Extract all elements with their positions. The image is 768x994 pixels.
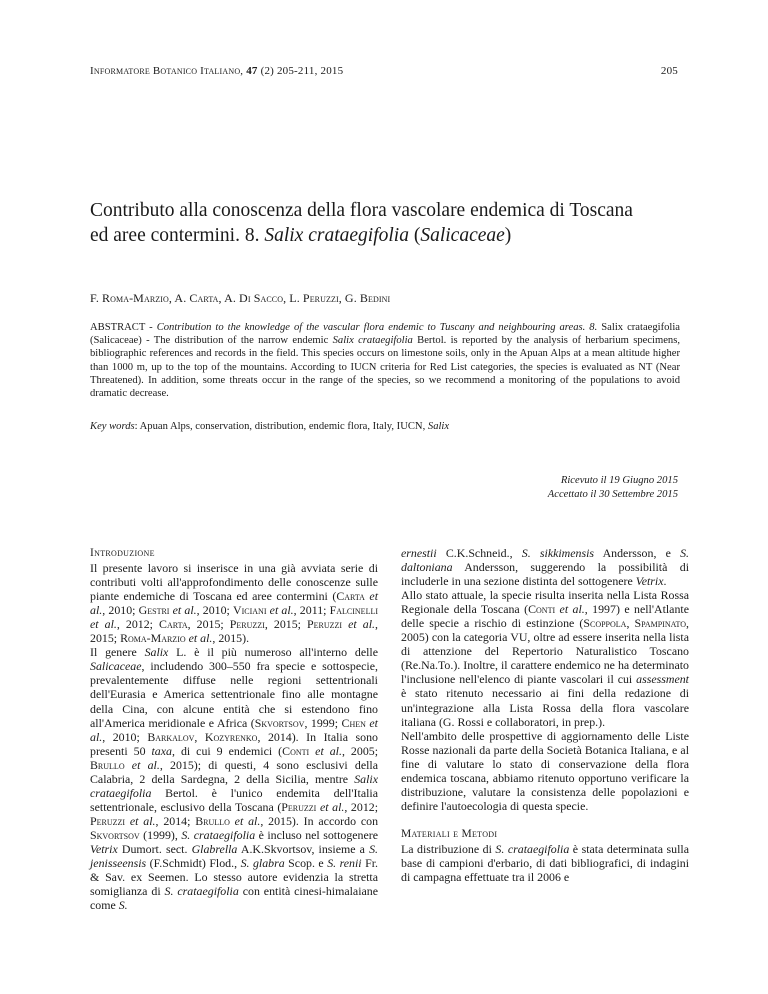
paragraph: La distribuzione di S. crataegifolia è stata determinata sulla base di campioni d'erbario, di dati bibliografici, di indagini di campagna effettuate tra il 2006 e [401,841,689,885]
abstract: ABSTRACT - Contribution to the knowledge of the vascular flora endemic to Tuscany and neighbouring areas. 8. Salix crataegifolia (Salicaceae) - The distribution of the narrow endemic Salix crataegifolia Bertol. is reported by the analysis of herbarium specimens, bibliographic references and records in the field. This species occurs on limestone soils, only in the Apuan Alps at a mean altitude higher than 1000 m, up to the top of the mountains. According to IUCN criteria for Red List categories, the species is evaluated as NT (Near Threatened). In addition, some threats occur in the range of the species, so we recommend a monitoring of the populations to avoid dramatic decrease. [90,322,680,400]
paragraph: Il genere Salix L. è il più numeroso all'interno delle Salicaceae, includendo 300–550 fra specie e sottospecie, prevalentemente diffuse nelle regioni settentrionali dell'Eurasia e America settentrionale fino alle montagne della Cina, con alcune entità che si estendono fino all'America meridionale e Africa (Skvortsov, 1999; Chen et al., 2010; Barkalov, Kozyrenko, 2014). In Italia sono presenti 50 taxa, di cui 9 endemici (Conti et al., 2005; Brullo et al., 2015); di questi, 4 sono esclusivi della Calabria, 2 della Sardegna, 2 della Sicilia, mentre Salix crataegifolia Bertol. è l'unico endemita dell'Italia settentrionale, esclusivo della Toscana (Peruzzi et al., 2012; Peruzzi et al., 2014; Brullo et al., 2015). In accordo con Skvortsov (1999), S. crataegifolia è incluso nel sottogenere Vetrix Dumort. sect. Glabrella A.K.Skvortsov, insieme a S. jenisseensis (F.Schmidt) Flod., S. glabra Scop. e S. renii Fr. & Sav. ex Seemen. Lo stesso autore evidenzia la stretta somiglianza di S. crataegifolia con entità cinesi-himalaiane come S. [90,645,379,913]
received-date: Ricevuto il 19 Giugno 2015 [560,475,678,486]
title-family: Salicaceae [420,225,505,246]
section-heading-introduction: Introduzione [90,547,155,559]
received-dates [548,474,678,501]
article-title: Contributo alla conoscenza della flora vascolare endemica di Toscana ed aree contermini. 8. Salix crataegifolia (Salicaceae) [90,200,633,246]
running-head [90,65,678,81]
paragraph: Il presente lavoro si inserisce in una già avviata serie di contributi volti all'approfondimento delle conoscenze sulle piante endemiche di Toscana ed aree contermini (Carta et al., 2010; Gestri et al., 2010; Viciani et al., 2011; Falcinelli et al., 2012; Carta, 2015; Peruzzi, 2015; Peruzzi et al., 2015; Roma-Marzio et al., 2015). [90,561,379,646]
abstract-title: Contribution to the knowledge of the vascular flora endemic to Tuscany and neighbouring areas. 8. [156,322,598,333]
paragraph: Allo stato attuale, la specie risulta inserita nella Lista Rossa Regionale della Toscana (Conti et al., 1997) e nell'Atlante delle specie a rischio di estinzione (Scoppola, Spampinato, 2005) con la categoria VU, oltre ad essere inserita nella lista di attenzione del Repertorio Naturalistico Toscano (Re.Na.To.). Inoltre, il carattere endemico ne ha determinato l'inclusione nell'elenco di piante vascolari il cui assessment è stato ritenuto necessario ai fini della redazione di un'integrazione alla Lista Rossa della flora vascolare italiana (G. Rossi e collaboratori, in prep.). [401,588,689,729]
keywords: Key words: Apuan Alps, conservation, distribution, endemic flora, Italy, IUCN, Salix [90,421,450,432]
volume-number: 47 [246,65,258,77]
keywords-label: Key words [90,421,135,432]
right-column [401,546,689,884]
page-number: 205 [660,65,678,77]
journal-citation: Informatore Botanico Italiano, 47 (2) 205-211, 2015 [90,65,344,77]
abstract-label: ABSTRACT - [90,322,157,333]
accepted-date: Accettato il 30 Settembre 2015 [547,488,678,500]
author-list: F. Roma-Marzio, A. Carta, A. Di Sacco, L. Peruzzi, G. Bedini [90,291,391,305]
paragraph: Nell'ambito delle prospettive di aggiornamento delle Liste Rosse nazionali da parte della Società Botanica Italiana, e al fine di valutare lo stato di conservazione della flora endemica toscana, abbiamo ritenuto opportuno verificare la distribuzione, valutare la consistenza delle popolazioni e definire l'autoecologia di questa specie. [401,728,689,813]
paragraph: ernestii C.K.Schneid., S. sikkimensis Andersson, e S. daltoniana Andersson, suggerendo la possibilità di includerle in una sezione distinta del sottogenere Vetrix. [401,546,689,589]
left-column [90,546,378,912]
section-heading-methods: Materiali e Metodi [401,827,498,840]
title-species: Salix crataegifolia [264,225,409,246]
